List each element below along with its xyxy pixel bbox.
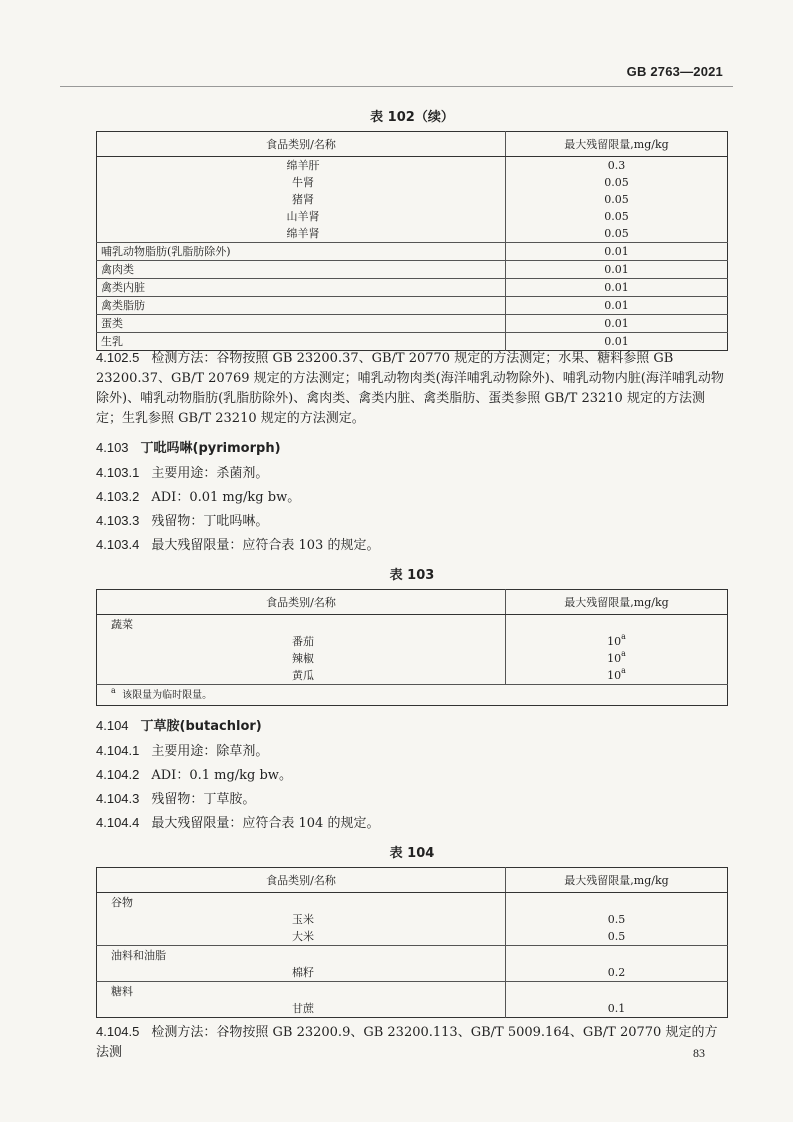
- food-name: 生乳: [97, 333, 506, 351]
- clause-text: 主要用途：杀菌剂。: [151, 466, 269, 481]
- section-heading-4-103: [96, 438, 728, 459]
- mrl-value: 0.2: [607, 966, 626, 979]
- clause-number: 4.104.3: [96, 791, 140, 806]
- table-102-block: [96, 106, 728, 351]
- food-name: 甘蔗: [292, 1002, 314, 1015]
- mrl-value: 0.01: [506, 333, 728, 351]
- table-row: [97, 650, 728, 667]
- table-row: [97, 315, 728, 333]
- mrl-value: 0.01: [506, 297, 728, 315]
- column-header-mrl: 最大残留限量,mg/kg: [506, 868, 728, 893]
- table-row: [97, 243, 728, 261]
- paragraph-4-104-5: [96, 1022, 728, 1063]
- table-footnote-row: [97, 685, 728, 706]
- clause-number: 4.103.4: [96, 537, 140, 552]
- clause-text: 最大残留限量：应符合表 103 的规定。: [151, 538, 380, 553]
- clause-text: 残留物：丁吡吗啉。: [151, 514, 269, 529]
- mrl-value: 0.05: [604, 176, 629, 189]
- table-104-block: [96, 842, 728, 1018]
- clause-text: ADI：0.1 mg/kg bw。: [151, 768, 292, 783]
- mrl-value: 0.01: [506, 243, 728, 261]
- clause-number: 4.103.2: [96, 489, 140, 504]
- mrl-value: 0.5: [607, 930, 626, 943]
- column-header-mrl: 最大残留限量,mg/kg: [506, 132, 728, 157]
- food-name: 哺乳动物脂肪(乳脂肪除外): [97, 243, 506, 261]
- table-row: [97, 157, 728, 175]
- header-rule: [60, 86, 733, 87]
- clause-number: 4.103.1: [96, 465, 140, 480]
- footnote-mark: a: [621, 666, 626, 675]
- clause-number: 4.104.2: [96, 767, 140, 782]
- column-header-name: 食品类别/名称: [97, 132, 506, 157]
- clause-number: 4.104.4: [96, 815, 140, 830]
- clause-text: 残留物：丁草胺。: [151, 792, 256, 807]
- table-row: [97, 911, 728, 928]
- food-name: 禽类内脏: [97, 279, 506, 297]
- table-row: [97, 1000, 728, 1018]
- clause-4-103-2: [96, 487, 728, 508]
- section-heading-4-104: [96, 716, 728, 737]
- food-name: 绵羊肾: [286, 227, 320, 240]
- clause-4-104-2: [96, 765, 728, 786]
- food-name: 黄瓜: [292, 669, 314, 682]
- food-group: 谷物: [97, 893, 506, 912]
- table-103-block: [96, 564, 728, 706]
- clause-number: 4.103.3: [96, 513, 140, 528]
- mrl-value: 0.1: [607, 1002, 626, 1015]
- table-103-caption: 表 103: [389, 568, 435, 583]
- table-row: [97, 615, 728, 634]
- section-number: 4.104: [96, 718, 129, 733]
- page-number: 83: [693, 1046, 705, 1060]
- clause-4-104-1: [96, 741, 728, 762]
- table-row: [97, 191, 728, 208]
- food-name: 禽肉类: [97, 261, 506, 279]
- food-name: 番茄: [292, 635, 314, 648]
- food-name: 玉米: [292, 913, 314, 926]
- mrl-value: 0.01: [506, 279, 728, 297]
- mrl-value: 0.05: [604, 210, 629, 223]
- clause-text: ADI：0.01 mg/kg bw。: [151, 490, 301, 505]
- table-row: [97, 893, 728, 912]
- section-title: 丁草胺(butachlor): [140, 719, 262, 734]
- food-name: 绵羊肝: [286, 159, 320, 172]
- table-row: [97, 174, 728, 191]
- column-header-mrl: 最大残留限量,mg/kg: [506, 590, 728, 615]
- clause-text: 检测方法：谷物按照 GB 23200.9、GB 23200.113、GB/T 5009.164、GB/T 20770 规定的方法测: [96, 1025, 718, 1060]
- table-row: [97, 928, 728, 946]
- food-group: 油料和油脂: [97, 946, 506, 965]
- table-row: [97, 297, 728, 315]
- table-footnote: $^a$ 该限量为临时限量。: [97, 685, 728, 706]
- food-name: 棉籽: [292, 966, 314, 979]
- mrl-value: 0.5: [607, 913, 626, 926]
- table-104: [96, 867, 728, 1018]
- mrl-value: 0.01: [506, 315, 728, 333]
- table-row: [97, 982, 728, 1001]
- footnote-mark: a: [621, 649, 626, 658]
- table-row: [97, 964, 728, 982]
- paragraph-4-102-5: [96, 348, 728, 429]
- mrl-value: 0.3: [607, 159, 626, 172]
- footnote-mark: a: [621, 632, 626, 641]
- column-header-name: 食品类别/名称: [97, 590, 506, 615]
- table-row: [97, 225, 728, 243]
- table-102-caption: 表 102（续）: [370, 110, 454, 125]
- food-name: 蛋类: [97, 315, 506, 333]
- mrl-value: 0.01: [506, 261, 728, 279]
- table-row: [97, 261, 728, 279]
- standard-code: GB 2763—2021: [626, 64, 723, 79]
- food-group: 蔬菜: [97, 615, 506, 634]
- clause-number: 4.104.5: [96, 1024, 140, 1039]
- table-row: [97, 946, 728, 965]
- mrl-value: 10$^a$: [607, 666, 626, 682]
- column-header-name: 食品类别/名称: [97, 868, 506, 893]
- clause-4-103-3: [96, 511, 728, 532]
- mrl-value: 0.05: [604, 227, 629, 240]
- clause-4-104-3: [96, 789, 728, 810]
- clause-text: 最大残留限量：应符合表 104 的规定。: [151, 816, 380, 831]
- clause-4-104-4: [96, 813, 728, 834]
- clause-4-103-4: [96, 535, 728, 556]
- food-name: 禽类脂肪: [97, 297, 506, 315]
- clause-number: 4.104.1: [96, 743, 140, 758]
- table-104-caption: 表 104: [389, 846, 435, 861]
- clause-4-103-1: [96, 463, 728, 484]
- section-title: 丁吡吗啉(pyrimorph): [140, 441, 281, 456]
- food-name: 猪肾: [292, 193, 314, 206]
- table-row: [97, 279, 728, 297]
- clause-text: 检测方法：谷物按照 GB 23200.37、GB/T 20770 规定的方法测定；水果、糖料参照 GB 23200.37、GB/T 20769 规定的方法测定；哺乳动物肉类(海洋哺乳动物除外)、哺乳动物内脏(海洋哺乳动物除外)、哺乳动物脂肪(乳脂肪除外)、禽肉类、禽类内脏、禽类脂肪、蛋类参照 GB/T 23210 规定的方法测定；生乳参照 GB/T 23210 规定的方法测定。: [96, 351, 724, 426]
- food-name: 牛肾: [292, 176, 314, 189]
- mrl-value: 10$^a$: [607, 632, 626, 648]
- food-name: 辣椒: [292, 652, 314, 665]
- mrl-value: 0.05: [604, 193, 629, 206]
- food-group: 糖料: [97, 982, 506, 1001]
- food-name: 山羊肾: [286, 210, 320, 223]
- table-102: [96, 131, 728, 351]
- footnote-mark: a: [111, 685, 116, 695]
- clause-text: 主要用途：除草剂。: [151, 744, 269, 759]
- food-name: 大米: [292, 930, 314, 943]
- table-row: [97, 208, 728, 225]
- table-row: [97, 633, 728, 650]
- clause-number: 4.102.5: [96, 350, 140, 365]
- table-103: [96, 589, 728, 706]
- section-number: 4.103: [96, 440, 129, 455]
- mrl-value: 10$^a$: [607, 649, 626, 665]
- table-row: [97, 667, 728, 685]
